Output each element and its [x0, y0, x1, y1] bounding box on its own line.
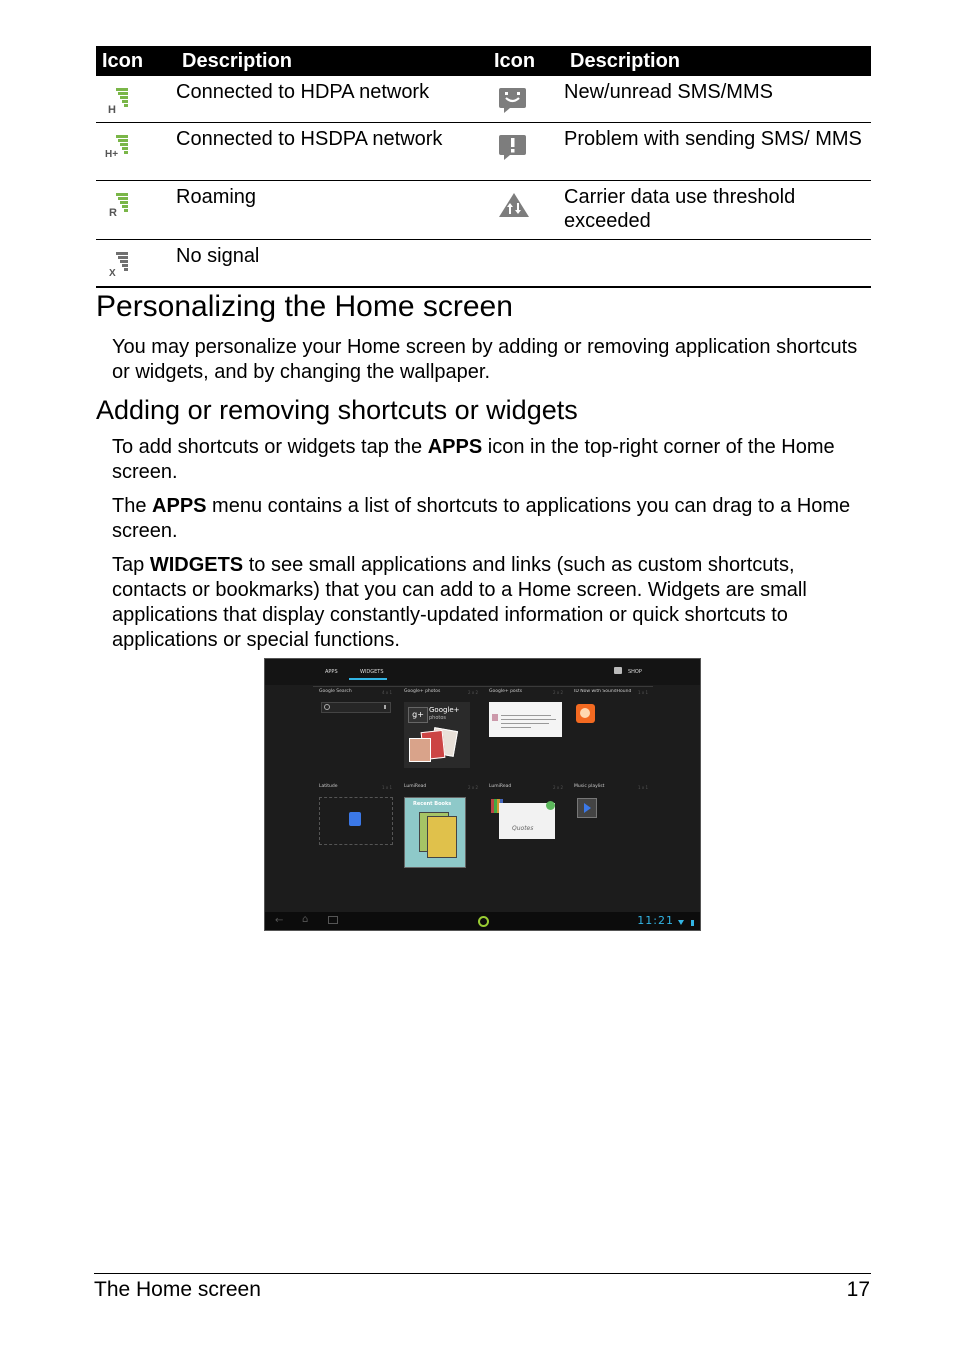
google-plus-posts-widget[interactable] [489, 702, 562, 737]
mic-icon [384, 705, 386, 709]
shop-icon[interactable] [614, 667, 622, 674]
widgets-keyword: WIDGETS [149, 554, 244, 576]
desc-hsdpa: Connected to HSDPA network [176, 123, 488, 181]
no-signal-icon [106, 250, 130, 279]
hdpa-signal-icon [106, 86, 130, 116]
widget-size: 2 x 2 [468, 690, 478, 695]
table-row [96, 76, 871, 123]
widget-label: LumiRead [489, 784, 512, 789]
tab-divider [313, 686, 653, 687]
lumiread-recent-books-widget[interactable] [404, 797, 466, 868]
widget-label: Google+ posts [489, 689, 523, 694]
post-text-line [501, 723, 549, 724]
roaming-signal-icon [106, 191, 130, 217]
soundhound-icon [580, 708, 590, 718]
desc-data-threshold: Carrier data use threshold exceeded [564, 181, 871, 240]
widget-size: 4 x 1 [382, 690, 392, 695]
widget-size: 1 x 1 [638, 785, 648, 790]
tab-widgets[interactable]: WIDGETS [360, 669, 384, 675]
paragraph-apps-menu: The APPS menu contains a list of shortcuts to applications you can drag to a Home screen. [112, 495, 851, 542]
add-icon [546, 801, 555, 810]
widget-label: Google Search [319, 689, 352, 694]
book-cover [427, 816, 457, 858]
header-icon-1: Icon [96, 46, 176, 76]
table-row [96, 123, 871, 181]
section-title: Personalizing the Home screen [96, 290, 513, 323]
desc-sms-new: New/unread SMS/MMS [564, 76, 871, 123]
widgets-screenshot [264, 658, 701, 931]
desc-hdpa: Connected to HDPA network [176, 76, 488, 123]
clock: 11:21 [637, 914, 674, 927]
all-apps-icon[interactable] [478, 916, 489, 927]
desc-roaming: Roaming [176, 181, 488, 240]
recent-books-label: Recent Books [413, 801, 452, 807]
google-search-widget[interactable] [321, 702, 391, 713]
header-icon-2: Icon [488, 46, 564, 76]
latitude-widget[interactable] [319, 797, 393, 845]
google-plus-sub: photos [429, 715, 447, 721]
shop-button[interactable]: SHOP [628, 669, 642, 675]
tab-apps[interactable]: APPS [325, 669, 338, 675]
hsdpa-signal-icon [106, 133, 130, 159]
data-threshold-icon [498, 191, 530, 217]
google-plus-label: Google+ [429, 706, 460, 714]
google-plus-icon: g+ [408, 707, 428, 723]
wifi-icon [678, 920, 684, 925]
widget-label: ID Now with SoundHound [574, 689, 632, 694]
recent-apps-icon[interactable] [328, 916, 338, 924]
status-icon-table [96, 46, 871, 288]
header-description-1: Description [176, 46, 488, 76]
widget-size: 2 x 2 [553, 785, 563, 790]
table-row [96, 181, 871, 240]
widget-size: 2 x 2 [468, 785, 478, 790]
active-tab-indicator [349, 678, 387, 680]
system-nav-bar [265, 912, 700, 930]
battery-icon [691, 920, 694, 926]
signal-letter: X [109, 268, 116, 279]
widget-label: Latitude [319, 784, 338, 789]
sms-new-icon [498, 86, 528, 112]
widget-size: 2 x 2 [553, 690, 563, 695]
signal-letter: H [108, 104, 116, 116]
desc-sms-problem: Problem with sending SMS/ MMS [564, 123, 871, 181]
play-icon [584, 803, 591, 813]
photo-thumbnail [409, 738, 431, 762]
apps-keyword: APPS [152, 495, 207, 517]
screenshot-tab-bar [265, 659, 700, 685]
apps-keyword: APPS [427, 436, 483, 458]
signal-letter: R [109, 207, 117, 219]
widget-size: 1 x 1 [638, 690, 648, 695]
soundhound-widget[interactable] [576, 704, 595, 723]
post-text-line [501, 719, 556, 720]
home-icon[interactable]: ⌂ [302, 914, 309, 925]
google-plus-photos-widget[interactable] [404, 702, 470, 768]
footer-rule [94, 1273, 871, 1274]
post-text-line [501, 727, 531, 728]
avatar [492, 714, 498, 721]
music-playlist-widget[interactable] [577, 798, 597, 818]
table-header [96, 46, 871, 76]
header-description-2: Description [564, 46, 871, 76]
lumiread-quotes-widget[interactable] [491, 799, 555, 839]
paragraph-apps-icon: To add shortcuts or widgets tap the APPS icon in the top-right corner of the Home screen. [112, 436, 835, 483]
paragraph-widgets: Tap WIDGETS to see small applications and links (such as custom shortcuts, contacts or bookmarks) that you can add to a Home screen. Widgets are small applications that display constantly-updated information or quick shortcuts to applications or special functions. [112, 554, 807, 651]
footer-chapter: The Home screen [94, 1278, 261, 1301]
page-number: 17 [846, 1278, 870, 1301]
widget-label: Music playlist [574, 784, 605, 789]
signal-letter: H+ [105, 149, 119, 160]
post-text-line [501, 715, 551, 716]
subsection-title: Adding or removing shortcuts or widgets [96, 395, 578, 425]
widget-label: Google+ photos [404, 689, 441, 694]
back-icon[interactable]: ← [275, 915, 284, 926]
section-intro: You may personalize your Home screen by adding or removing application shortcuts or widgets, and by changing the wallpaper. [112, 336, 858, 383]
widget-label: LumiRead [404, 784, 427, 789]
desc-no-signal: No signal [176, 240, 488, 288]
search-icon [324, 704, 330, 710]
quotes-label: Quotes [512, 825, 534, 832]
table-row [96, 240, 871, 288]
sms-problem-icon [498, 133, 528, 159]
widget-size: 1 x 1 [382, 785, 392, 790]
latitude-icon [349, 812, 361, 826]
